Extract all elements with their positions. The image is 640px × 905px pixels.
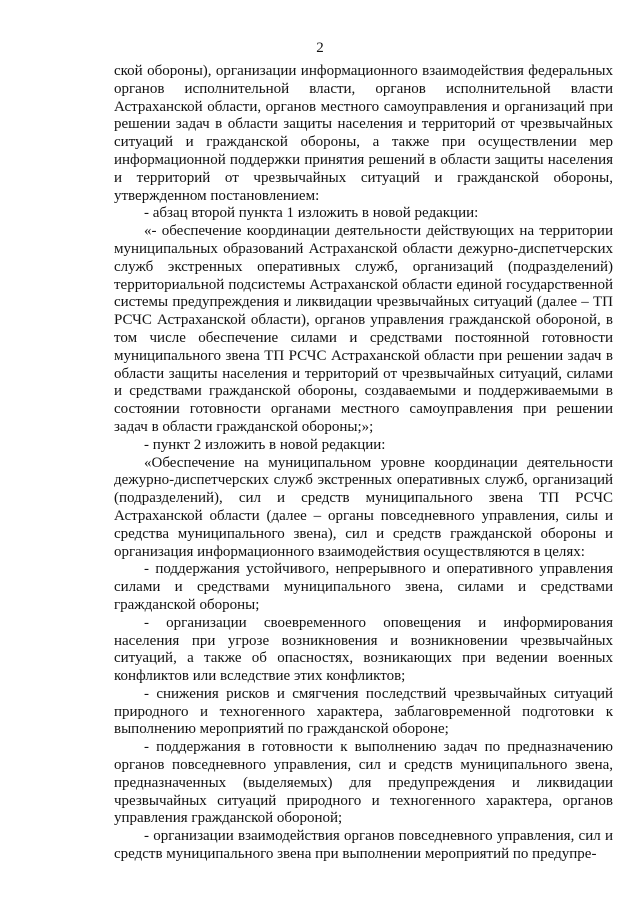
paragraph-clause-2-text: «Обеспечение на муниципальном уровне координации деятельности дежурно-диспетчерских служб экстренных оперативных служб, организаций (подразделений), сил и средств муниципального звена ТП РСЧС Астраханской области (далее – органы повседневного управления, силы и средства муниципального звена), сил и средств гражданской обороны и организация информационного взаимодействия осуществляются в целях:	[114, 454, 613, 560]
paragraph-intro-continuation: ской обороны), организации информационного взаимодействия федеральных органов исполнительной власти, органов исполнительной власти Астраханской области, органов местного самоуправления и организаций при решении задач в области защиты населения и территорий от чрезвычайных ситуаций и гражданской обороны, а также при осуществлении мер информационной поддержки принятия решений в области защиты населения и территорий от чрезвычайных ситуаций и гражданской обороны, утвержденном постановлением:	[114, 63, 613, 204]
document-body	[114, 63, 613, 864]
page-number: 2	[316, 40, 324, 56]
paragraph-goal-readiness: - поддержания в готовности к выполнению задач по предназначению органов повседневного управления, сил и средств муниципального звена, предназначенных (выделяемых) для предупреждения и ликвидации чрезвычайных ситуаций природного и техногенного характера, органов управления гражданской обороной;	[114, 739, 613, 827]
paragraph-clause-1-text: «- обеспечение координации деятельности действующих на территории муниципальных образований Астраханской области дежурно-диспетчерских служб экстренных оперативных служб, организаций (подразделений) территориальной подсистемы Астраханской области единой государственной системы предупреждения и ликвидации чрезвычайных ситуаций (далее – ТП РСЧС Астраханской области), органов управления гражданской обороной, в том числе обеспечение силами и средствами постоянной готовности муниципального звена ТП РСЧС Астраханской области при решении задач в области защиты населения и территорий от чрезвычайных ситуаций, силами и средствами гражданской обороны, создаваемыми и поддерживаемыми в состоянии готовности органами местного самоуправления при решении задач в области гражданской обороны;»;	[114, 223, 613, 435]
paragraph-amend-clause-1: - абзац второй пункта 1 изложить в новой редакции:	[144, 205, 479, 222]
paragraph-goal-interaction: - организации взаимодействия органов повседневного управления, сил и средств муниципального звена при выполнении мероприятий по предупре-	[114, 828, 613, 863]
paragraph-goal-notification: - организации своевременного оповещения и информирования населения при угрозе возникновения и возникновении чрезвычайных ситуаций, а также об опасностях, возникающих при ведении военных конфликтов или вследствие этих конфликтов;	[114, 614, 613, 685]
paragraph-goal-management: - поддержания устойчивого, непрерывного и оперативного управления силами и средствами муниципального звена, силами и средствами гражданской обороны;	[114, 561, 613, 613]
paragraph-amend-clause-2: - пункт 2 изложить в новой редакции:	[144, 436, 386, 453]
paragraph-goal-risk-reduction: - снижения рисков и смягчения последствий чрезвычайных ситуаций природного и техногенного характера, заблаговременной подготовки к выполнению мероприятий по гражданской обороне;	[114, 685, 613, 738]
